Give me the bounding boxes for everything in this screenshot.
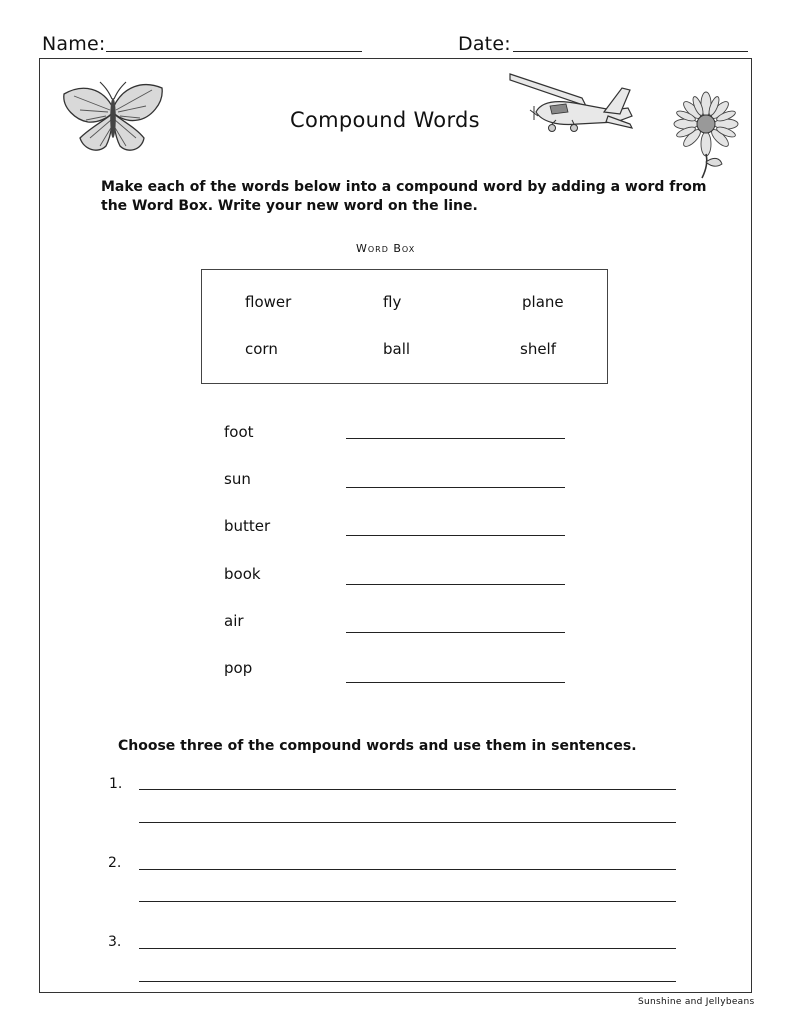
instructions-text: Make each of the words below into a compound word by adding a word from the Word Box. Write your new word on the line. <box>101 179 707 214</box>
answer-line[interactable] <box>346 438 565 439</box>
exercise-prefix: sun <box>224 470 251 488</box>
answer-line[interactable] <box>346 682 565 683</box>
word-box-word: flower <box>245 293 292 311</box>
sentence-line[interactable] <box>139 869 676 870</box>
answer-line[interactable] <box>346 632 565 633</box>
name-label: Name: <box>42 33 106 55</box>
sentence-number: 3. <box>108 934 122 950</box>
exercise-prefix: foot <box>224 423 254 441</box>
page-title: Compound Words <box>290 108 480 132</box>
sentence-line[interactable] <box>139 822 676 823</box>
word-box <box>201 269 608 384</box>
name-line[interactable] <box>106 51 362 52</box>
word-box-word: plane <box>522 293 564 311</box>
word-box-word: ball <box>383 340 411 358</box>
sentence-line[interactable] <box>139 981 676 982</box>
sentence-number: 1. <box>109 776 123 792</box>
answer-line[interactable] <box>346 584 565 585</box>
date-label: Date: <box>458 33 511 55</box>
answer-line[interactable] <box>346 535 565 536</box>
exercise-prefix: pop <box>224 659 253 677</box>
word-box-title: Word Box <box>356 242 416 255</box>
sentence-number: 2. <box>108 855 122 871</box>
word-box-word: fly <box>383 293 402 311</box>
date-line[interactable] <box>513 51 748 52</box>
sentence-line[interactable] <box>139 901 676 902</box>
sentences-prompt: Choose three of the compound words and use them in sentences. <box>118 738 637 754</box>
sentence-line[interactable] <box>139 789 676 790</box>
exercise-prefix: air <box>224 612 244 630</box>
exercise-prefix: butter <box>224 517 271 535</box>
flower-icon <box>670 92 742 180</box>
butterfly-icon <box>58 78 168 158</box>
airplane-icon <box>508 70 636 132</box>
exercise-prefix: book <box>224 565 261 583</box>
footer-credit: Sunshine and Jellybeans <box>638 997 755 1007</box>
word-box-word: shelf <box>520 340 556 358</box>
sentence-line[interactable] <box>139 948 676 949</box>
word-box-word: corn <box>245 340 278 358</box>
answer-line[interactable] <box>346 487 565 488</box>
